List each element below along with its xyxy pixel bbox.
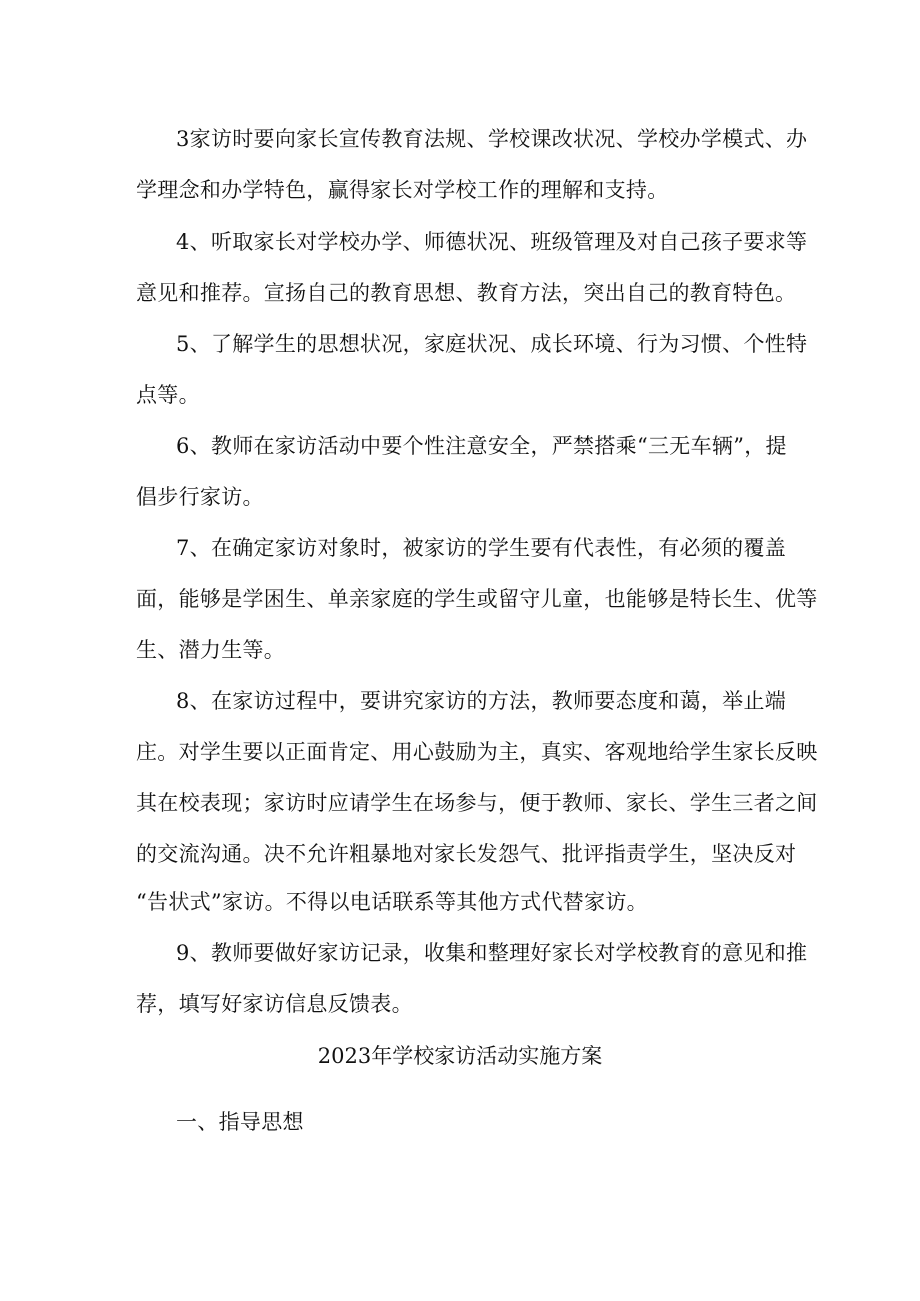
text-line: 学理念和办学特色，赢得家长对学校工作的理解和支持。 [136, 178, 669, 202]
text-line: 7、在确定家访对象时，被家访的学生要有代表性，有必须的覆盖 [176, 536, 787, 560]
text-line: 荐，填写好家访信息反馈表。 [136, 992, 413, 1016]
text-line: 庄。对学生要以正面肯定、用心鼓励为主，真实、客观地给学生家长反映 [136, 740, 818, 764]
text-line: 5、了解学生的思想状况，家庭状况、成长环境、行为习惯、个性特 [176, 332, 808, 356]
text-line: 8、在家访过程中，要讲究家访的方法，教师要态度和蔼，举止端 [176, 689, 787, 713]
text-line: 3家访时要向家长宣传教育法规、学校课改状况、学校办学模式、办 [176, 127, 808, 151]
text-line: 倡步行家访。 [136, 485, 264, 509]
text-line: 点等。 [136, 383, 200, 407]
text-line: 的交流沟通。决不允许粗暴地对家长发怨气、批评指责学生，坚决反对 [136, 842, 797, 866]
text-line: 意见和推荐。宣扬自己的教育思想、教育方法，突出自己的教育特色。 [136, 281, 797, 305]
text-line: 其在校表现；家访时应请学生在场参与，便于教师、家长、学生三者之间 [136, 791, 818, 815]
text-line: 生、潜力生等。 [136, 638, 286, 662]
text-line: 面，能够是学困生、单亲家庭的学生或留守儿童，也能够是特长生、优等 [136, 587, 818, 611]
text-line: 4、听取家长对学校办学、师德状况、班级管理及对自己孩子要求等 [176, 230, 808, 254]
document-title: 2023年学校家访活动实施方案 [317, 1044, 603, 1068]
text-line: “告状式”家访。不得以电话联系等其他方式代替家访。 [136, 890, 648, 914]
text-line: 9、教师要做好家访记录，收集和整理好家长对学校教育的意见和推 [176, 941, 808, 965]
section-heading: 一、指导思想 [176, 1110, 304, 1134]
text-line: 6、教师在家访活动中要个性注意安全，严禁搭乘“三无车辆”，提 [176, 434, 787, 458]
